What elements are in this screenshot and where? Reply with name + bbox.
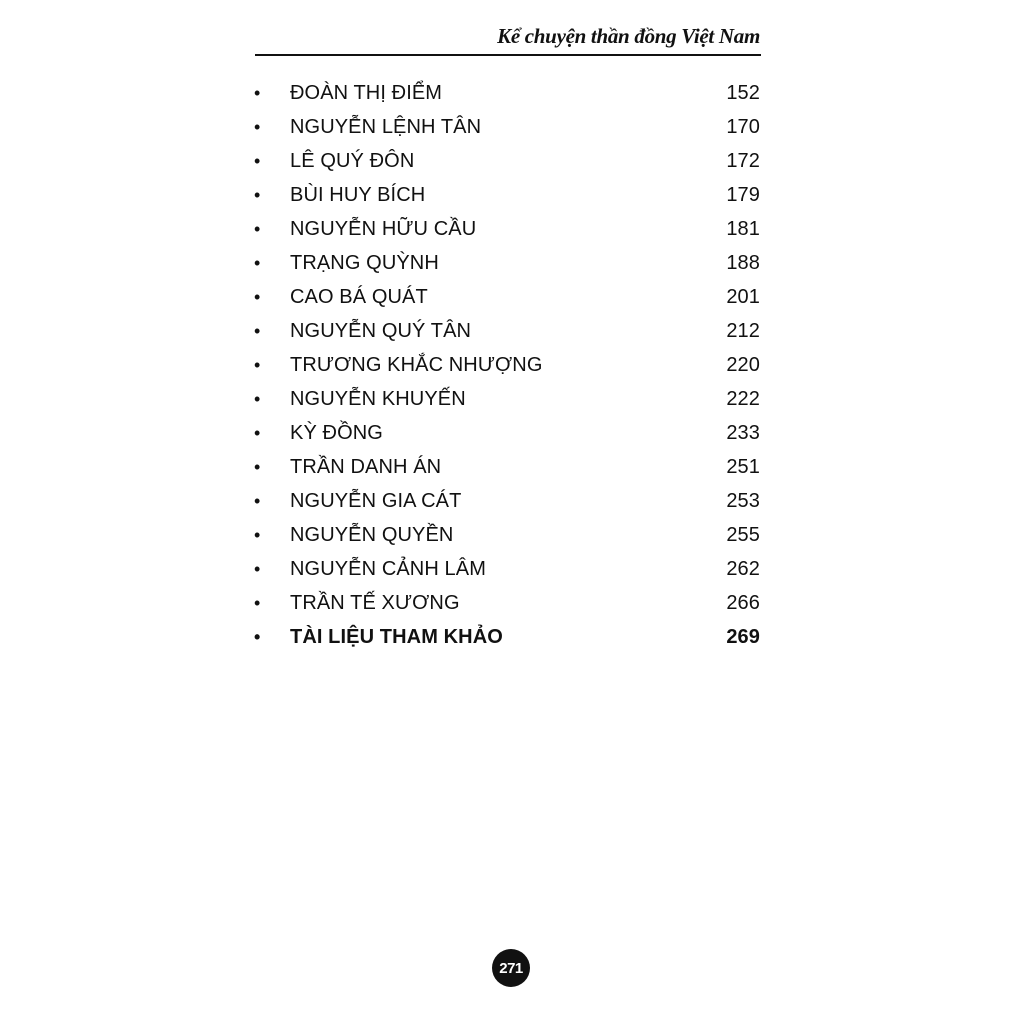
toc-entry-name: NGUYỄN GIA CÁT [290,489,462,512]
bullet-icon: • [254,388,261,409]
bullet-icon: • [254,320,261,341]
toc-entry-page: 212 [726,319,760,342]
toc-entry-page: 188 [726,251,760,274]
toc-entry-nguyen-lenh-tan [250,110,762,144]
toc-entry-page: 222 [726,387,760,410]
toc-entry-page: 262 [726,557,760,580]
toc-entry-name: TÀI LIỆU THAM KHẢO [290,625,503,648]
toc-entry-page: 172 [726,149,760,172]
toc-entry-le-quy-don [250,144,762,178]
toc-entry-page: 253 [726,489,760,512]
toc-entry-page: 152 [726,81,760,104]
toc-entry-page: 233 [726,421,760,444]
toc-entry-name: NGUYỄN QUÝ TÂN [290,319,472,342]
toc-entry-bui-huy-bich [250,178,762,212]
table-of-contents [250,76,762,654]
toc-entry-tran-te-xuong [250,586,762,620]
toc-entry-page: 179 [726,183,760,206]
toc-entry-tran-danh-an [250,450,762,484]
toc-entry-name: TRẦN TẾ XƯƠNG [290,591,460,614]
bullet-icon: • [254,354,261,375]
toc-entry-page: 266 [726,591,760,614]
toc-entry-nguyen-canh-lam [250,552,762,586]
bullet-icon: • [254,150,261,171]
toc-entry-ky-dong [250,416,762,450]
toc-entry-name: NGUYỄN HỮU CẦU [290,217,477,240]
toc-entry-name: TRẦN DANH ÁN [290,455,442,478]
bullet-icon: • [254,592,261,613]
toc-entry-page: 170 [726,115,760,138]
toc-entry-name: TRƯƠNG KHẮC NHƯỢNG [290,353,543,376]
toc-entry-nguyen-gia-cat [250,484,762,518]
toc-entry-page: 201 [726,285,760,308]
bullet-icon: • [254,218,261,239]
toc-entry-tai-lieu-tham-khao [250,620,762,654]
toc-entry-nguyen-huu-cau [250,212,762,246]
toc-entry-name: KỲ ĐỒNG [290,421,383,444]
toc-entry-name: BÙI HUY BÍCH [290,183,426,206]
toc-entry-nguyen-khuyen [250,382,762,416]
bullet-icon: • [254,422,261,443]
toc-entry-name: TRẠNG QUỲNH [290,251,439,274]
bullet-icon: • [254,626,261,647]
bullet-icon: • [254,456,261,477]
toc-entry-name: NGUYỄN KHUYẾN [290,387,466,410]
bullet-icon: • [254,558,261,579]
bullet-icon: • [254,116,261,137]
page-number-badge: 271 [492,949,530,987]
toc-entry-page: 255 [726,523,760,546]
running-header-title: Kể chuyện thần đồng Việt Nam [497,24,760,48]
toc-entry-doan-thi-diem [250,76,762,110]
toc-entry-nguyen-quy-tan [250,314,762,348]
toc-entry-page: 269 [726,625,760,648]
toc-entry-page: 251 [726,455,760,478]
toc-entry-name: NGUYỄN QUYỀN [290,523,454,546]
bullet-icon: • [254,184,261,205]
bullet-icon: • [254,252,261,273]
toc-entry-page: 181 [726,217,760,240]
toc-entry-cao-ba-quat [250,280,762,314]
toc-entry-name: LÊ QUÝ ĐÔN [290,149,415,172]
toc-entry-name: NGUYỄN CẢNH LÂM [290,557,486,580]
toc-entry-name: NGUYỄN LỆNH TÂN [290,115,482,138]
header-rule [255,54,761,56]
toc-entry-page: 220 [726,353,760,376]
bullet-icon: • [254,490,261,511]
toc-entry-nguyen-quyen [250,518,762,552]
toc-entry-trang-quynh [250,246,762,280]
bullet-icon: • [254,82,261,103]
toc-entry-truong-khac-nhuong [250,348,762,382]
bullet-icon: • [254,286,261,307]
toc-entry-name: ĐOÀN THỊ ĐIỂM [290,81,443,104]
toc-entry-name: CAO BÁ QUÁT [290,285,428,308]
bullet-icon: • [254,524,261,545]
